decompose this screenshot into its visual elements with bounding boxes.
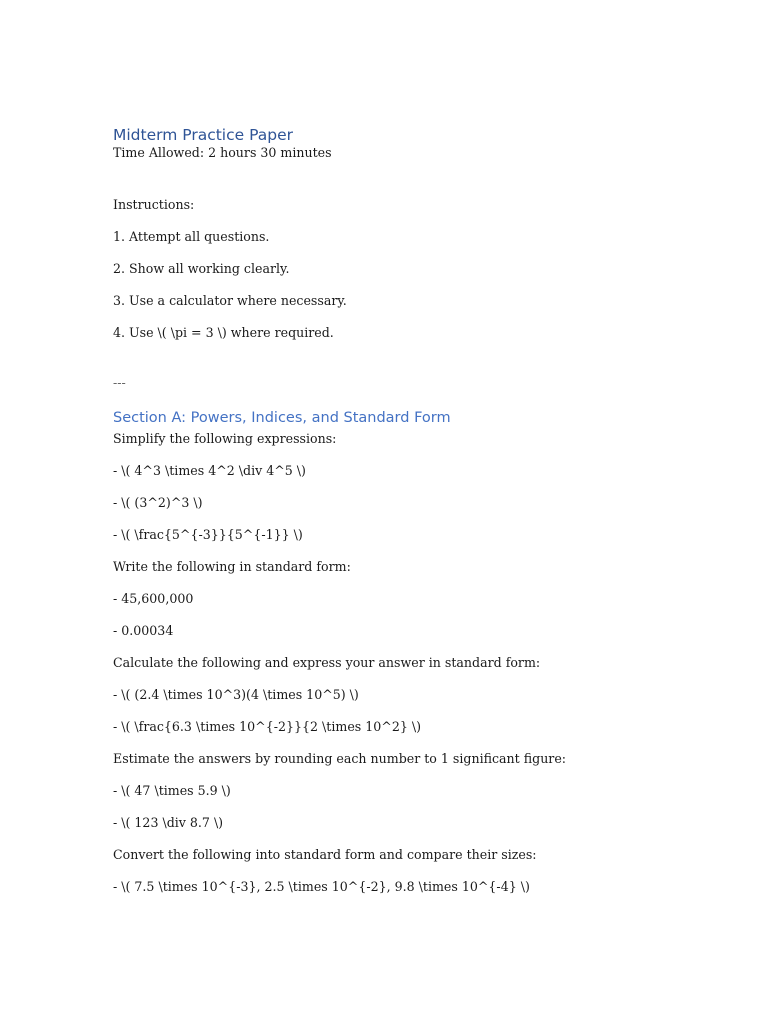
page-title: Midterm Practice Paper bbox=[113, 126, 293, 144]
prompt-simplify: Simplify the following expressions: bbox=[113, 431, 337, 446]
instruction-item-2: 2. Show all working clearly. bbox=[113, 261, 290, 276]
instructions-heading: Instructions: bbox=[113, 197, 195, 212]
question-item: - \( (3^2)^3 \) bbox=[113, 495, 203, 510]
instruction-item-3: 3. Use a calculator where necessary. bbox=[113, 293, 347, 308]
question-item: - 45,600,000 bbox=[113, 591, 194, 606]
question-item: - \( 4^3 \times 4^2 \div 4^5 \) bbox=[113, 463, 306, 478]
question-item: - 0.00034 bbox=[113, 623, 174, 638]
question-item: - \( 47 \times 5.9 \) bbox=[113, 783, 231, 798]
question-item: - \( 7.5 \times 10^{-3}, 2.5 \times 10^{-2}, 9.8 \times 10^{-4} \) bbox=[113, 879, 530, 894]
document-page bbox=[113, 124, 673, 895]
question-item: - \( \frac{5^{-3}}{5^{-1}} \) bbox=[113, 527, 303, 542]
prompt-standard-form: Write the following in standard form: bbox=[113, 559, 351, 574]
time-allowed: Time Allowed: 2 hours 30 minutes bbox=[113, 145, 332, 160]
question-item: - \( (2.4 \times 10^3)(4 \times 10^5) \) bbox=[113, 687, 359, 702]
prompt-calculate: Calculate the following and express your answer in standard form: bbox=[113, 655, 541, 670]
prompt-estimate: Estimate the answers by rounding each number to 1 significant figure: bbox=[113, 751, 567, 766]
prompt-convert-compare: Convert the following into standard form and compare their sizes: bbox=[113, 847, 537, 862]
question-item: - \( \frac{6.3 \times 10^{-2}}{2 \times 10^2} \) bbox=[113, 719, 422, 734]
instruction-item-1: 1. Attempt all questions. bbox=[113, 229, 270, 244]
question-item: - \( 123 \div 8.7 \) bbox=[113, 815, 224, 830]
separator: --- bbox=[113, 375, 126, 390]
section-a-heading: Section A: Powers, Indices, and Standard Form bbox=[113, 410, 451, 426]
instruction-item-4: 4. Use \( \pi = 3 \) where required. bbox=[113, 325, 334, 340]
